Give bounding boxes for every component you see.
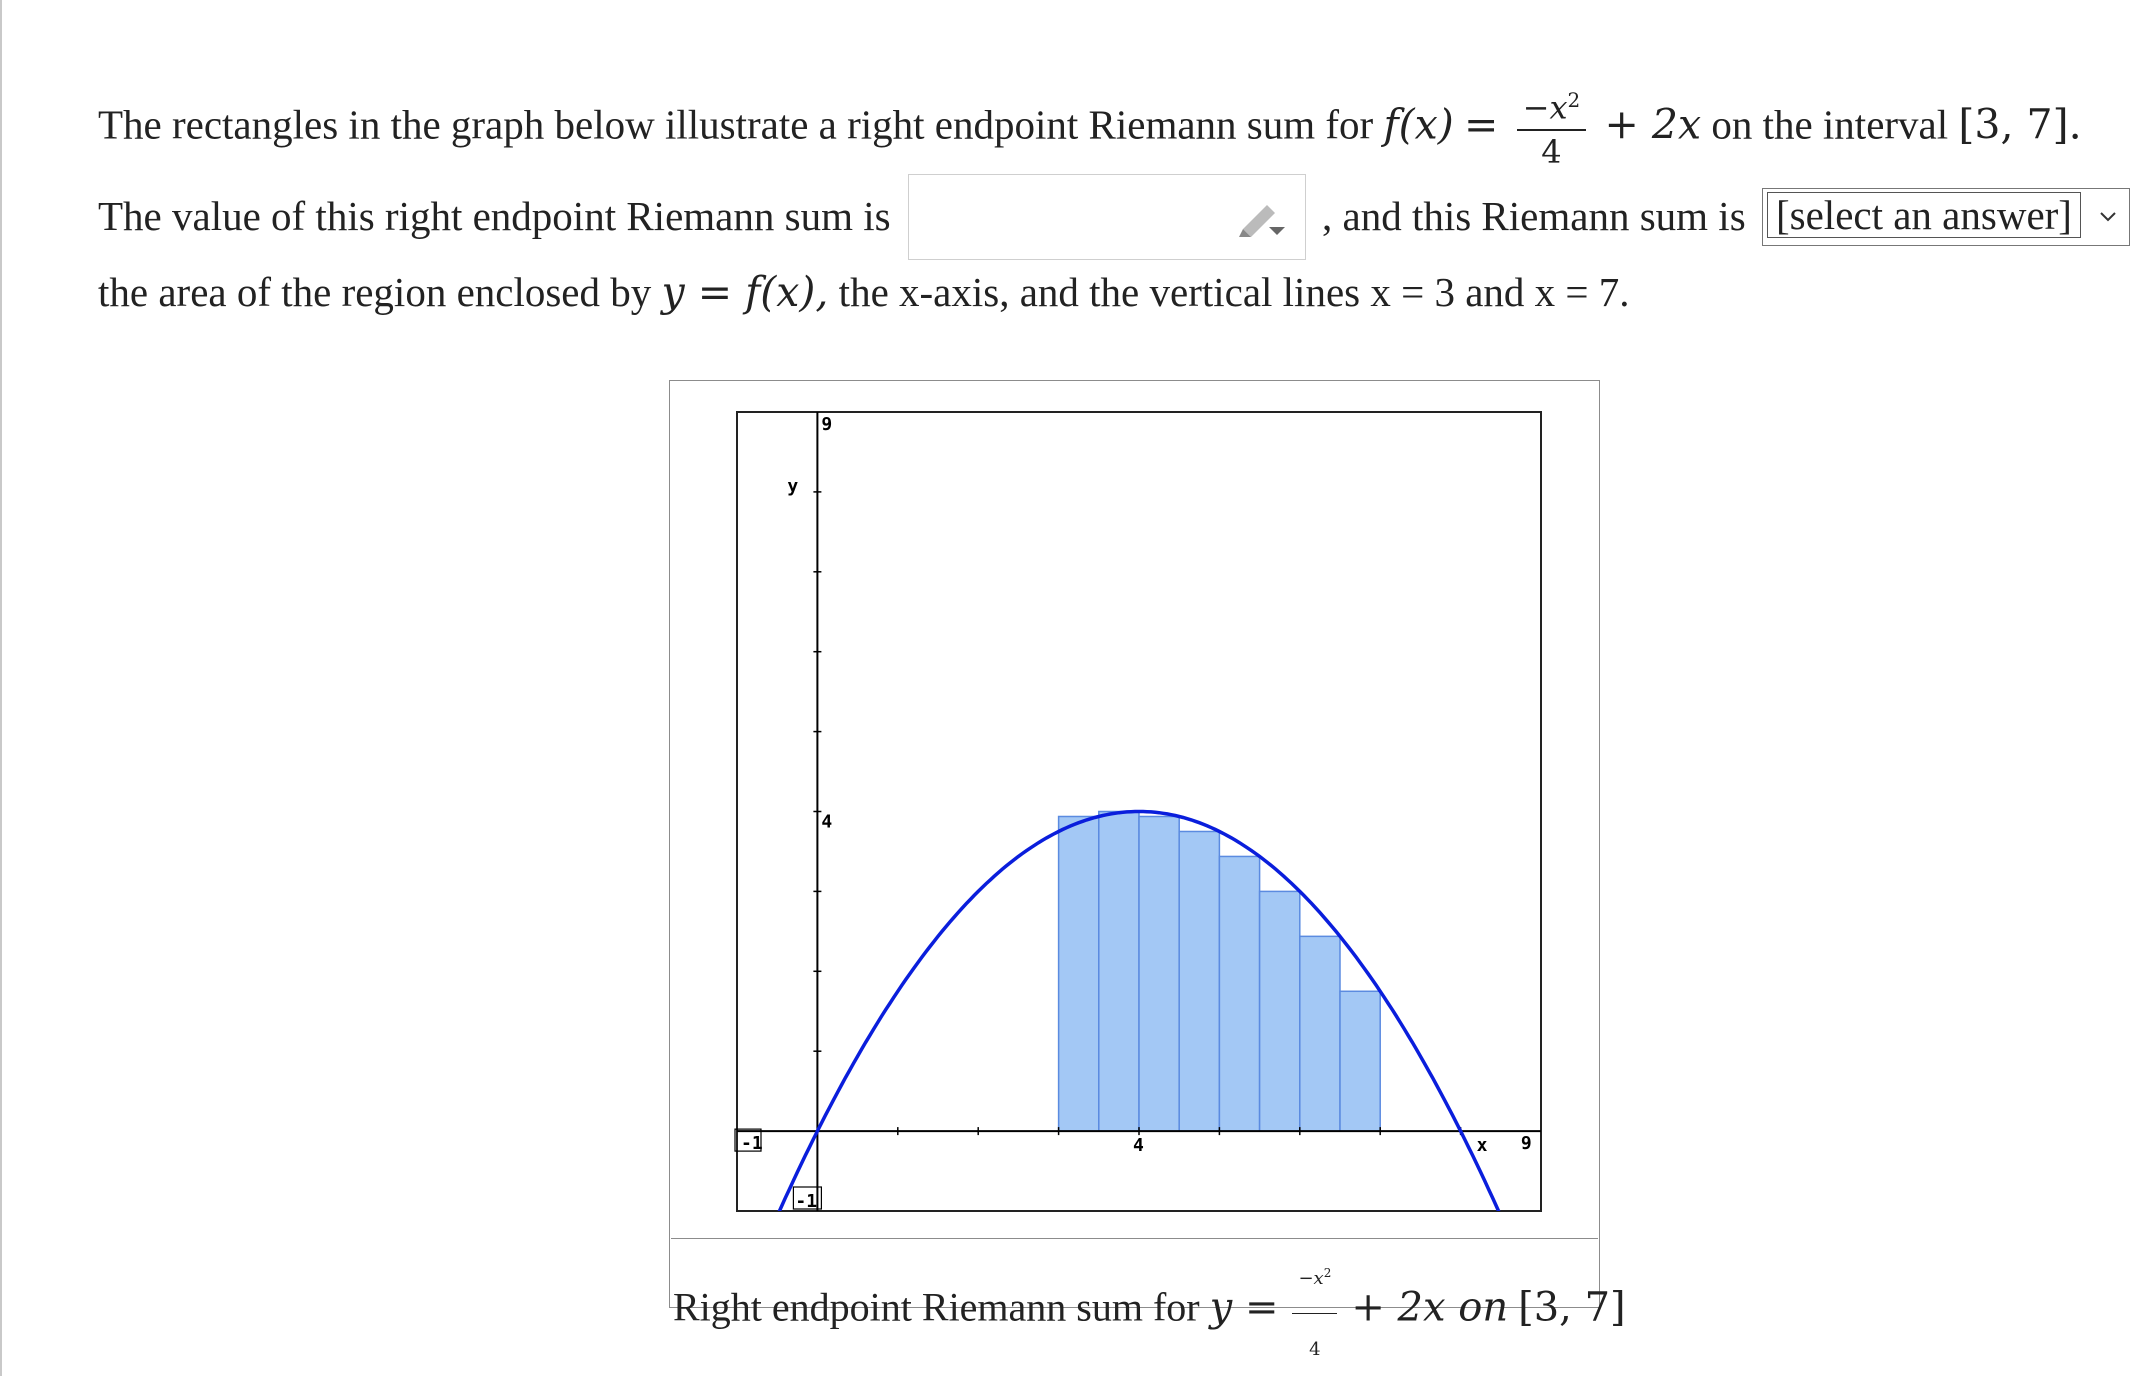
figure-caption xyxy=(671,1238,1626,1360)
curve-equation: y = f(x), xyxy=(661,268,829,316)
fraction-exponent: 2 xyxy=(1567,88,1581,112)
y-label-y: y xyxy=(787,475,799,497)
riemann-rect-1 xyxy=(1059,816,1099,1131)
question-text-2: The value of this right endpoint Riemann sum is xyxy=(98,193,891,239)
fraction-numerator: −x xyxy=(1522,88,1568,127)
riemann-rect-2 xyxy=(1099,812,1139,1132)
question-text-3a: the area of the region enclosed by xyxy=(98,269,652,315)
riemann-rect-3 xyxy=(1139,816,1179,1131)
caption-interval: [3, 7] xyxy=(1518,1284,1626,1331)
caption-y-eq: y = xyxy=(1209,1284,1279,1331)
caption-fraction-exponent: 2 xyxy=(1323,1266,1332,1280)
function-plus-term: + 2x xyxy=(1604,100,1702,149)
caption-fraction-denominator: 4 xyxy=(1309,1339,1321,1360)
select-value: [select an answer] xyxy=(1767,192,2081,238)
caption-text: Right endpoint Riemann sum for xyxy=(673,1284,1200,1330)
riemann-rect-7 xyxy=(1300,936,1340,1131)
interval-text: [3, 7]. xyxy=(1958,100,2082,149)
question-text-1: The rectangles in the graph below illustrate a right endpoint Riemann sum for xyxy=(98,101,1374,148)
question-text-3b: the x-axis, and the vertical lines x = 3 and x = 7. xyxy=(838,269,1630,315)
caption-after: + 2x on xyxy=(1351,1284,1509,1331)
x-label-x: x xyxy=(1476,1135,1488,1157)
x-label-4: 4 xyxy=(1133,1135,1144,1157)
fraction-denominator: 4 xyxy=(1541,132,1562,171)
caption-fraction-numerator: −x xyxy=(1298,1268,1324,1289)
question-text-1b: on the interval xyxy=(1711,101,1949,148)
riemann-rect-5 xyxy=(1219,856,1259,1131)
x-label-max: 9 xyxy=(1520,1133,1532,1155)
equals-sign: = xyxy=(1464,100,1499,149)
caption-fraction xyxy=(1292,1239,1337,1384)
question-text-2b: , and this Riemann sum is xyxy=(1322,193,1746,239)
y-label-4: 4 xyxy=(821,811,833,833)
riemann-rect-8 xyxy=(1340,991,1380,1131)
riemann-rect-4 xyxy=(1179,831,1219,1131)
y-label-max: 9 xyxy=(821,414,833,435)
y-label-min: -1 xyxy=(795,1191,818,1212)
x-label-min: -1 xyxy=(741,1133,763,1155)
function-lhs: f(x) xyxy=(1383,100,1454,149)
riemann-rect-6 xyxy=(1260,891,1300,1131)
